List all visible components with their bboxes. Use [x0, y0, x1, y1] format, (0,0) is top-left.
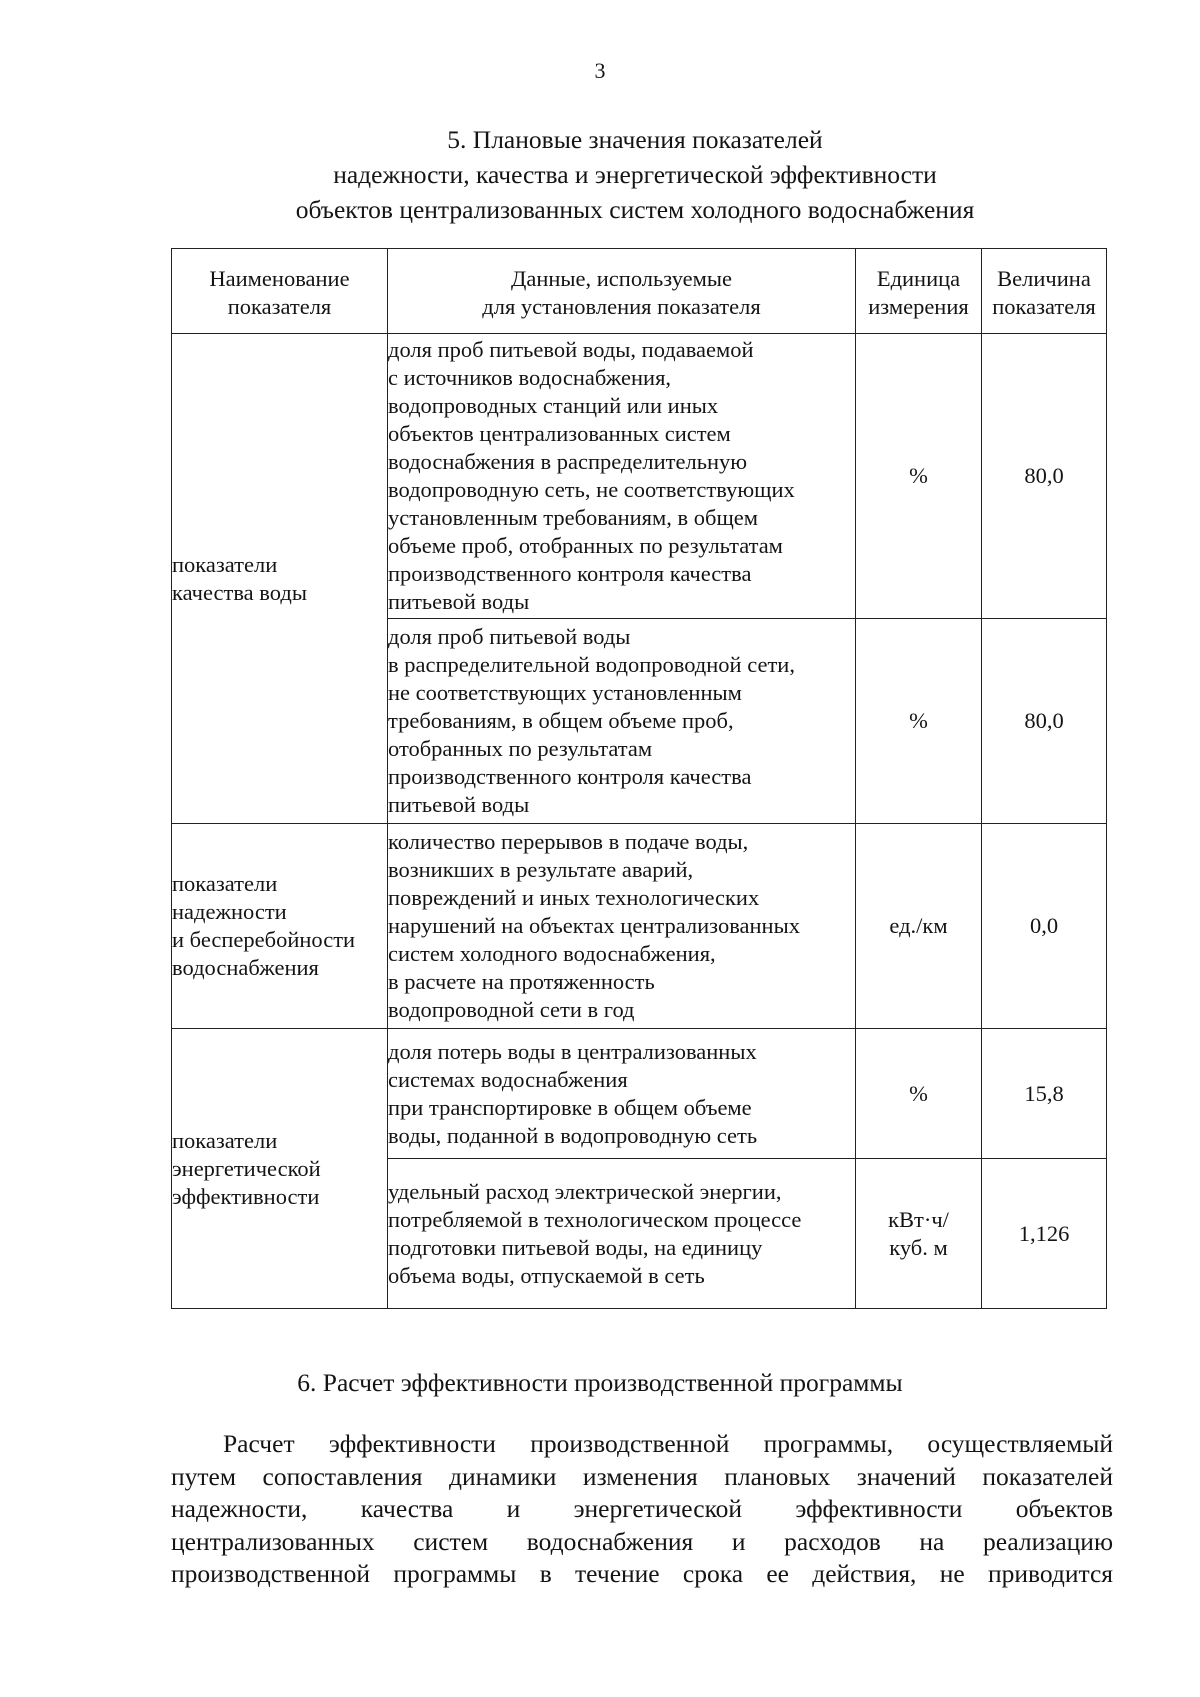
section-5-title-line: объектов централизованных систем холодного водоснабжения: [295, 195, 975, 224]
table-row: [172, 1029, 1107, 1159]
row-description: удельный расход электрической энергии, потребляемой в технологическом процессе подготовки питьевой воды, на единицу объема воды, отпускаемой в сеть: [388, 1159, 856, 1309]
section-6-title: 6. Расчет эффективности производственной программы: [297, 1368, 903, 1397]
row-value: 1,126: [982, 1159, 1107, 1309]
paragraph-line: производственной программы в течение срока ее действия, не приводится: [171, 1559, 1113, 1588]
section-6-paragraph: [171, 1428, 1113, 1591]
row-unit: %: [856, 1029, 982, 1159]
indicators-table: [171, 248, 1107, 1309]
row-value: 80,0: [982, 334, 1107, 619]
header-value: Величина показателя: [982, 249, 1107, 334]
header-indicator-name: Наименование показателя: [172, 249, 388, 334]
section-5-title-line: надежности, качества и энергетической эффективности: [333, 160, 937, 189]
table-row: [172, 334, 1107, 619]
paragraph-line: централизованных систем водоснабжения и расходов на реализацию: [171, 1526, 1113, 1556]
page-number: 3: [594, 58, 606, 83]
row-value: 15,8: [982, 1029, 1107, 1159]
row-value: 80,0: [982, 619, 1107, 824]
paragraph-line: Расчет эффективности производственной программы, осуществляемый: [223, 1429, 1113, 1458]
group-name-energy-efficiency: показатели энергетической эффективности: [172, 1029, 388, 1309]
row-unit: ед./км: [856, 824, 982, 1029]
table-header-row: [172, 249, 1107, 334]
table-row: [172, 824, 1107, 1029]
header-source-data: Данные, используемые для установления показателя: [388, 249, 856, 334]
paragraph-line: надежности, качества и энергетической эффективности объектов: [171, 1494, 1113, 1523]
row-description: доля потерь воды в централизованных системах водоснабжения при транспортировке в общем объеме воды, поданной в водопроводную сеть: [388, 1029, 856, 1159]
row-value: 0,0: [982, 824, 1107, 1029]
row-description: доля проб питьевой воды, подаваемой с источников водоснабжения, водопроводных станций или иных объектов централизованных систем водоснабжения в распределительную водопроводную сеть, не соответствующих установленным требованиям, в общем объеме проб, отобранных по результатам производственного контроля качества питьевой воды: [388, 334, 856, 619]
paragraph-line: путем сопоставления динамики изменения плановых значений показателей: [171, 1461, 1113, 1491]
section-5-title: [160, 122, 1110, 227]
section-5-title-line: 5. Плановые значения показателей: [447, 125, 823, 154]
row-description: количество перерывов в подаче воды, возникших в результате аварий, повреждений и иных технологических нарушений на объектах централизованных систем холодного водоснабжения, в расчете на протяженность водопроводной сети в год: [388, 824, 856, 1029]
group-name-water-quality: показатели качества воды: [172, 334, 388, 824]
row-unit: %: [856, 619, 982, 824]
group-name-reliability: показатели надежности и бесперебойности водоснабжения: [172, 824, 388, 1029]
row-unit: %: [856, 334, 982, 619]
row-description: доля проб питьевой воды в распределительной водопроводной сети, не соответствующих установленным требованиям, в общем объеме проб, отобранных по результатам производственного контроля качества питьевой воды: [388, 619, 856, 824]
header-unit: Единица измерения: [856, 249, 982, 334]
row-unit: кВт·ч/ куб. м: [856, 1159, 982, 1309]
